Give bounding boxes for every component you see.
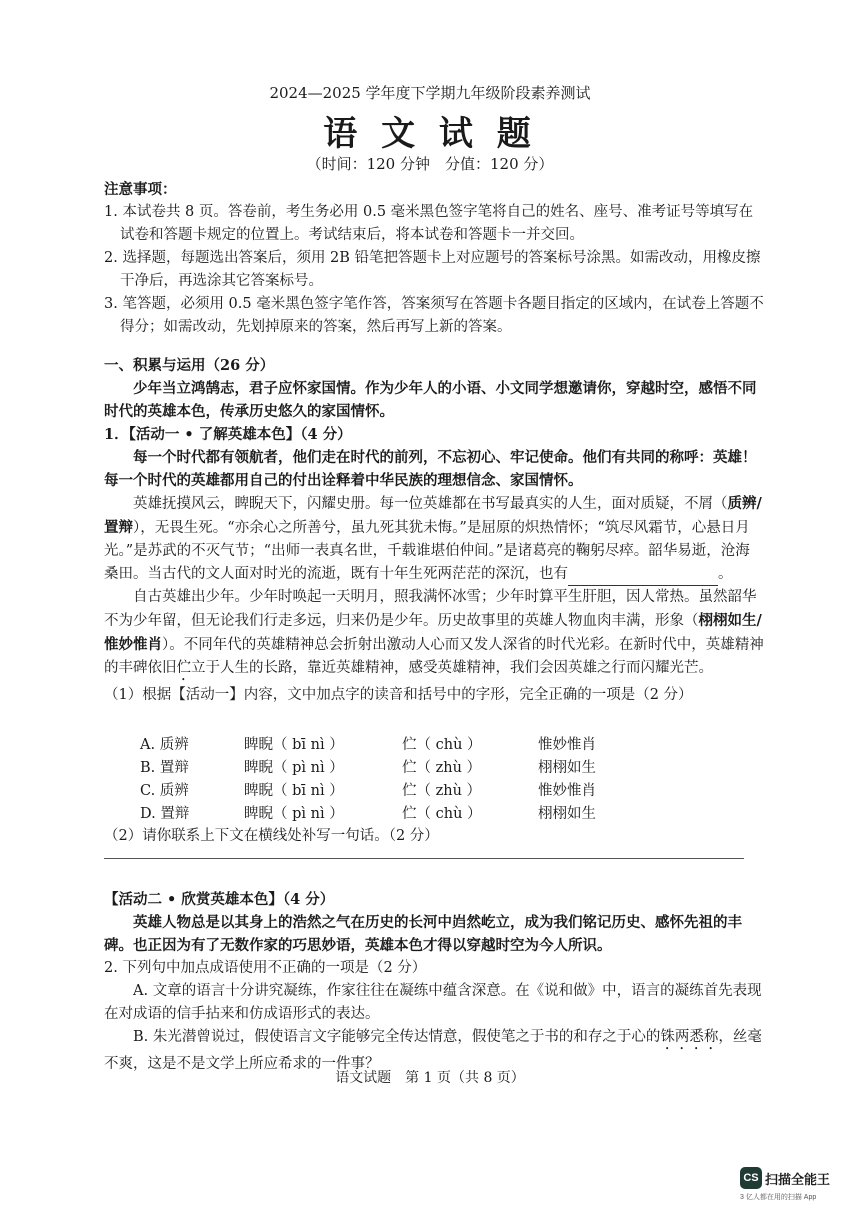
option-d[interactable]: D. 置辩 睥睨（ pì nì ） 伫（ chù ） 栩栩如生 (140, 806, 596, 822)
watermark-tagline: 3 亿人都在用的扫描 App (740, 1194, 817, 1201)
notice-item-1: 1. 本试卷共 8 页。答卷前，考生务必用 0.5 毫米黑色签字笔将自己的姓名、座号、准考证号等填写在试卷和答题卡规定的位置上。考试结束后，将本试卷和答题卡一并交回。 (104, 204, 754, 243)
page-title: 语 文 试 题 (323, 114, 537, 154)
option-c[interactable]: C. 质辨 睥睨（ bī nì ） 伫（ zhù ） 惟妙惟肖 (140, 783, 596, 799)
exam-meta: （时间：120 分钟 分值：120 分） (306, 155, 554, 173)
camscanner-logo-icon: CS (740, 1167, 762, 1189)
watermark-brand: 扫描全能王 (765, 1171, 831, 1187)
page-footer: 语文试题 第 1 页（共 8 页） (335, 1070, 525, 1086)
section-1-heading: 一、积累与运用（26 分） (104, 357, 275, 374)
section-1-intro: 少年当立鸿鹄志，君子应怀家国情。作为少年人的小语、小文同学想邀请你，穿越时空，感悟不同时代的英雄本色，传承历史悠久的家国情怀。 (104, 380, 757, 420)
question-1-2: （2）请你联系上下文在横线处补写一句话。（2 分） (104, 828, 439, 844)
activity-2-title: 【活动二 • 欣赏英雄本色】（4 分） (104, 891, 335, 908)
question-2: 2. 下列句中加点成语使用不正确的一项是（2 分） (104, 960, 427, 976)
question-1-options (140, 733, 678, 825)
answer-blank[interactable] (568, 571, 718, 586)
passage-paragraph-1: 英雄抚摸风云，睥睨天下，闪耀史册。每一位英雄都在书写最真实的人生，面对质疑，不屑（质辨/置辩），无畏生死。“亦余心之所善兮，虽九死其犹未悔。”是屈原的炽热情怀；“筑尽风霜节，心悬日月光。”是苏武的不灭气节；“出师一表真名世，千载谁堪伯仲间。”是诸葛亮的鞠躬尽瘁。韶华易逝，沧海桑田。当古代的文人面对时光的流逝，既有十年生死两茫茫的深沉，也有 。 (104, 492, 764, 586)
question-1-1: （1）根据【活动一】内容，文中加点字的读音和括号中的字形，完全正确的一项是（2 分） (104, 687, 693, 703)
exam-name: 2024—2025 学年度下学期九年级阶段素养测试 (269, 84, 591, 102)
notice-item-3: 3. 笔答题，必须用 0.5 毫米黑色签字笔作答，答案须写在答题卡各题目指定的区域内，在试卷上答题不得分；如需改动，先划掉原来的答案，然后再写上新的答案。 (104, 296, 764, 335)
activity-2-lead: 英雄人物总是以其身上的浩然之气在历史的长河中岿然屹立，成为我们铭记历史、感怀先祖的丰碑。也正因为有了无数作家的巧思妙语，英雄本色才得以穿越时空为今人所识。 (104, 914, 742, 954)
answer-line[interactable] (104, 858, 744, 859)
option-a[interactable]: A. 质辨 睥睨（ bī nì ） 伫（ chù ） 惟妙惟肖 (140, 737, 596, 753)
option-b[interactable]: B. 置辩 睥睨（ pì nì ） 伫（ zhù ） 栩栩如生 (140, 760, 596, 776)
scanner-watermark (740, 1167, 850, 1202)
notice-section (104, 178, 764, 339)
section-1 (104, 354, 764, 707)
passage-paragraph-2: 自古英雄出少年。少年时唤起一天明月，照我满怀冰雪；少年时算平生肝胆，因人常热。虽然韶华不为少年留，但无论我们行走多远，归来仍是少年。历史故事里的英雄人物血肉丰满，形象（栩栩如生/惟妙惟肖）。不同年代的英雄精神总会折射出激动人心而又发人深省的时代光彩。在新时代中，英雄精神的丰碑依旧伫立于人生的长路，靠近英雄精神，感受英雄精神，我们会因英雄之行而闪耀光芒。 (104, 589, 764, 676)
question-1-lead: 每一个时代都有领航者，他们走在时代的前列，不忘初心、牢记使命。他们有共同的称呼：英雄！每一个时代的英雄都用自己的付出诠释着中华民族的理想信念、家国情怀。 (104, 449, 757, 489)
notice-item-2: 2. 选择题，每题选出答案后，须用 2B 铅笔把答题卡上对应题号的答案标号涂黑。如需改动，用橡皮擦干净后，再选涂其它答案标号。 (104, 250, 761, 289)
question-2-option-a: A. 文章的语言十分讲究凝练，作家往往在凝练中蕴含深意。在《说和做》中，语言的凝练首先表现在对成语的信手拈来和仿成语形式的表达。 (104, 983, 762, 1022)
notice-heading: 注意事项： (104, 181, 177, 198)
activity-2 (104, 888, 764, 1076)
question-2-option-b: B. 朱光潜曾说过，假使语言文字能够完全传达情意，假使笔之于书的和存之于心的铢两悉称，丝毫不爽，这是不是文学上所应希求的一件事？ (104, 1029, 762, 1072)
question-1-title: 1．【活动一 • 了解英雄本色】（4 分） (104, 426, 352, 443)
